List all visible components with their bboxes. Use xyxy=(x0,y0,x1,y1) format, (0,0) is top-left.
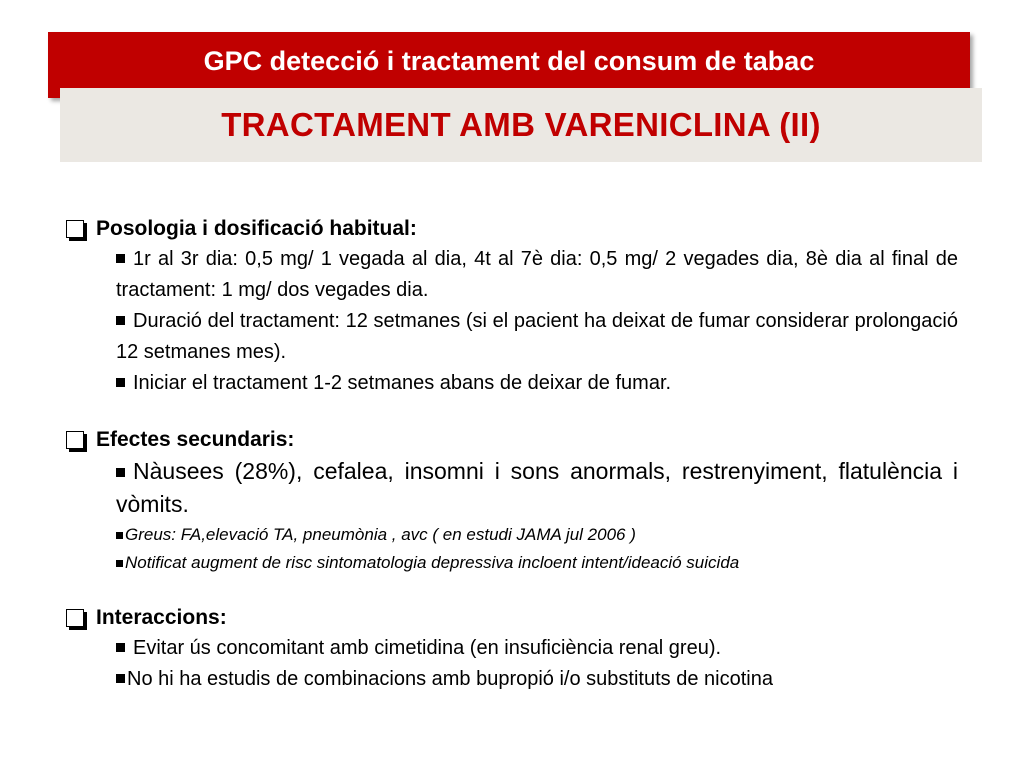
square-bullet-icon xyxy=(116,674,125,683)
list-item: Iniciar el tractament 1-2 setmanes abans de deixar de fumar. xyxy=(66,368,958,399)
square-bullet-icon xyxy=(116,254,125,263)
list-item: Duració del tractament: 12 setmanes (si el pacient ha deixat de fumar considerar prolongació 12 setmanes mes). xyxy=(116,310,958,363)
page-title: TRACTAMENT AMB VARENICLINA (II) xyxy=(221,106,821,143)
header-subtitle: GPC detecció i tractament del consum de tabac xyxy=(203,46,815,76)
checkbox-bullet-icon xyxy=(66,431,84,449)
square-bullet-icon xyxy=(116,643,125,652)
section-interaccions-heading xyxy=(66,603,958,633)
list-item: 1r al 3r dia: 0,5 mg/ 1 vegada al dia, 4t al 7è dia: 0,5 mg/ 2 vegades dia, 8è dia al final de tractament: 1 mg/ dos vegades dia. xyxy=(116,248,958,301)
section-heading-label: Posologia i dosificació habitual: xyxy=(96,217,417,240)
checkbox-bullet-icon xyxy=(66,220,84,238)
square-bullet-icon xyxy=(116,316,125,325)
square-bullet-icon xyxy=(116,560,123,567)
square-bullet-icon xyxy=(116,532,123,539)
section-heading-label: Efectes secundaris: xyxy=(96,428,295,451)
slide-content xyxy=(66,214,958,695)
square-bullet-icon xyxy=(116,468,125,477)
square-bullet-icon xyxy=(116,378,125,387)
list-item: Nàusees (28%), cefalea, insomni i sons anormals, restrenyiment, flatulència i vòmits. xyxy=(116,458,958,517)
list-item: Notificat augment de risc sintomatologia depressiva incloent intent/ideació suicida xyxy=(66,549,958,577)
header-title-band xyxy=(60,88,982,162)
list-item: Evitar ús concomitant amb cimetidina (en insuficiència renal greu). xyxy=(66,633,958,664)
section-heading-label: Interaccions: xyxy=(96,606,227,629)
section-posologia-heading xyxy=(66,214,958,244)
checkbox-bullet-icon xyxy=(66,609,84,627)
list-item: No hi ha estudis de combinacions amb bupropió i/o substituts de nicotina xyxy=(66,664,958,695)
list-item: Greus: FA,elevació TA, pneumònia , avc ( en estudi JAMA jul 2006 ) xyxy=(66,521,958,549)
section-efectes-heading xyxy=(66,425,958,455)
